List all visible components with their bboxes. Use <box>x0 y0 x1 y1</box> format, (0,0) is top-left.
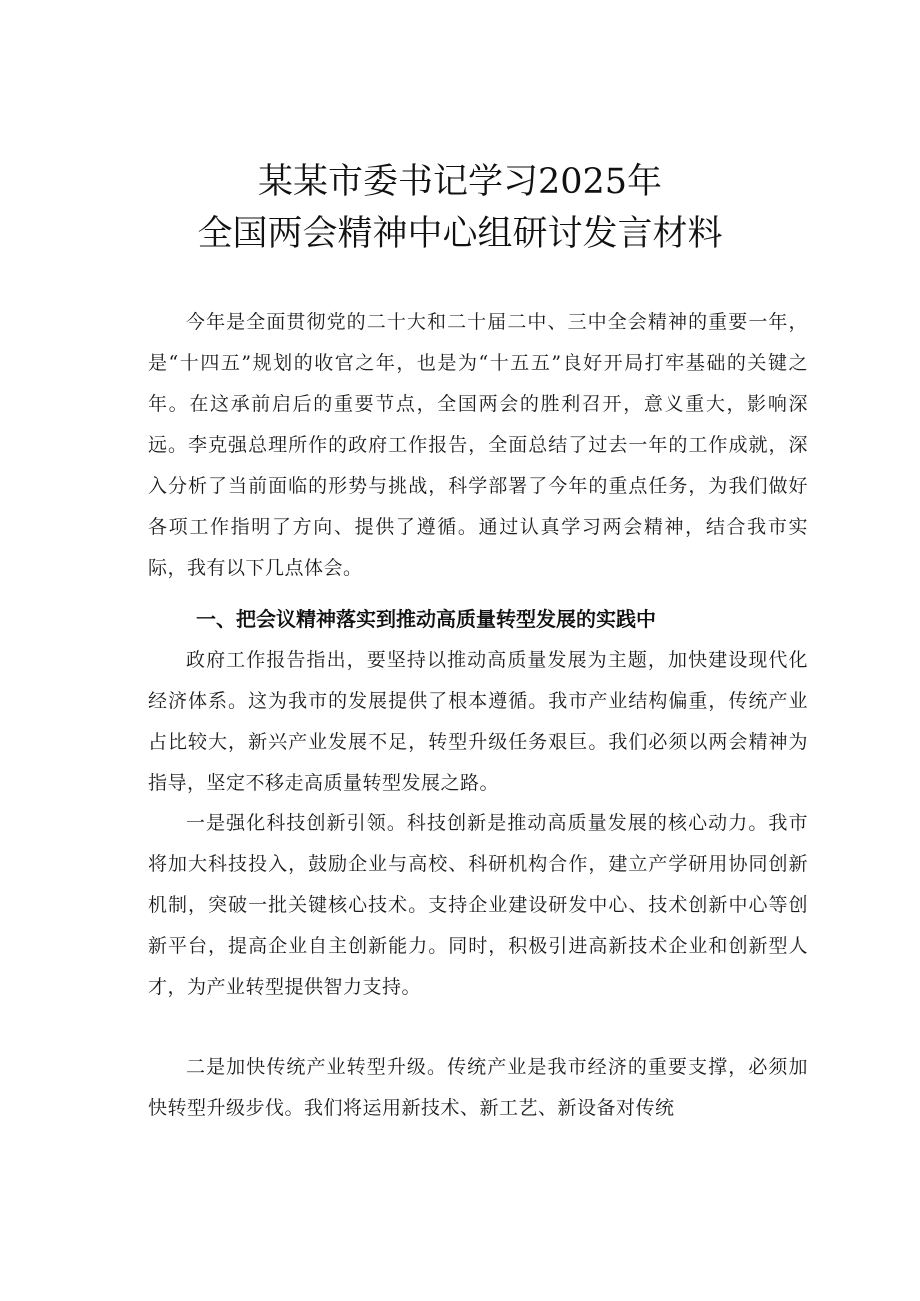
intro-paragraph: 今年是全面贯彻党的二十大和二十届二中、三中全会精神的重要一年，是“十四五”规划的收官之年，也是为“十五五”良好开局打牢基础的关键之年。在这承前启后的重要节点，全国两会的胜利召开，意义重大，影响深远。李克强总理所作的政府工作报告，全面总结了过去一年的工作成就，深入分析了当前面临的形势与挑战，科学部署了今年的重点任务，为我们做好各项工作指明了方向、提供了遵循。通过认真学习两会精神，结合我市实际，我有以下几点体会。 <box>148 311 808 579</box>
document-title-line1: 某某市委书记学习2025年 <box>257 162 663 202</box>
point-one-paragraph: 一是强化科技创新引领。科技创新是推动高质量发展的核心动力。我市将加大科技投入，鼓励企业与高校、科研机构合作，建立产学研用协同创新机制，突破一批关键核心技术。支持企业建设研发中心、技术创新中心等创新平台，提高企业自主创新能力。同时，积极引进高新技术企业和创新型人才，为产业转型提供智力支持。 <box>148 812 808 998</box>
section-heading-1: 一、把会议精神落实到推动高质量转型发展的实践中 <box>196 607 656 631</box>
document-title-line2: 全国两会精神中心组研讨发言材料 <box>197 214 723 254</box>
point-two-paragraph: 二是加快传统产业转型升级。传统产业是我市经济的重要支撑，必须加快转型升级步伐。我们将运用新技术、新工艺、新设备对传统 <box>148 1056 808 1119</box>
section1-paragraph: 政府工作报告指出，要坚持以推动高质量发展为主题，加快建设现代化经济体系。这为我市的发展提供了根本遵循。我市产业结构偏重，传统产业占比较大，新兴产业发展不足，转型升级任务艰巨。我们必须以两会精神为指导，坚定不移走高质量转型发展之路。 <box>148 649 808 794</box>
